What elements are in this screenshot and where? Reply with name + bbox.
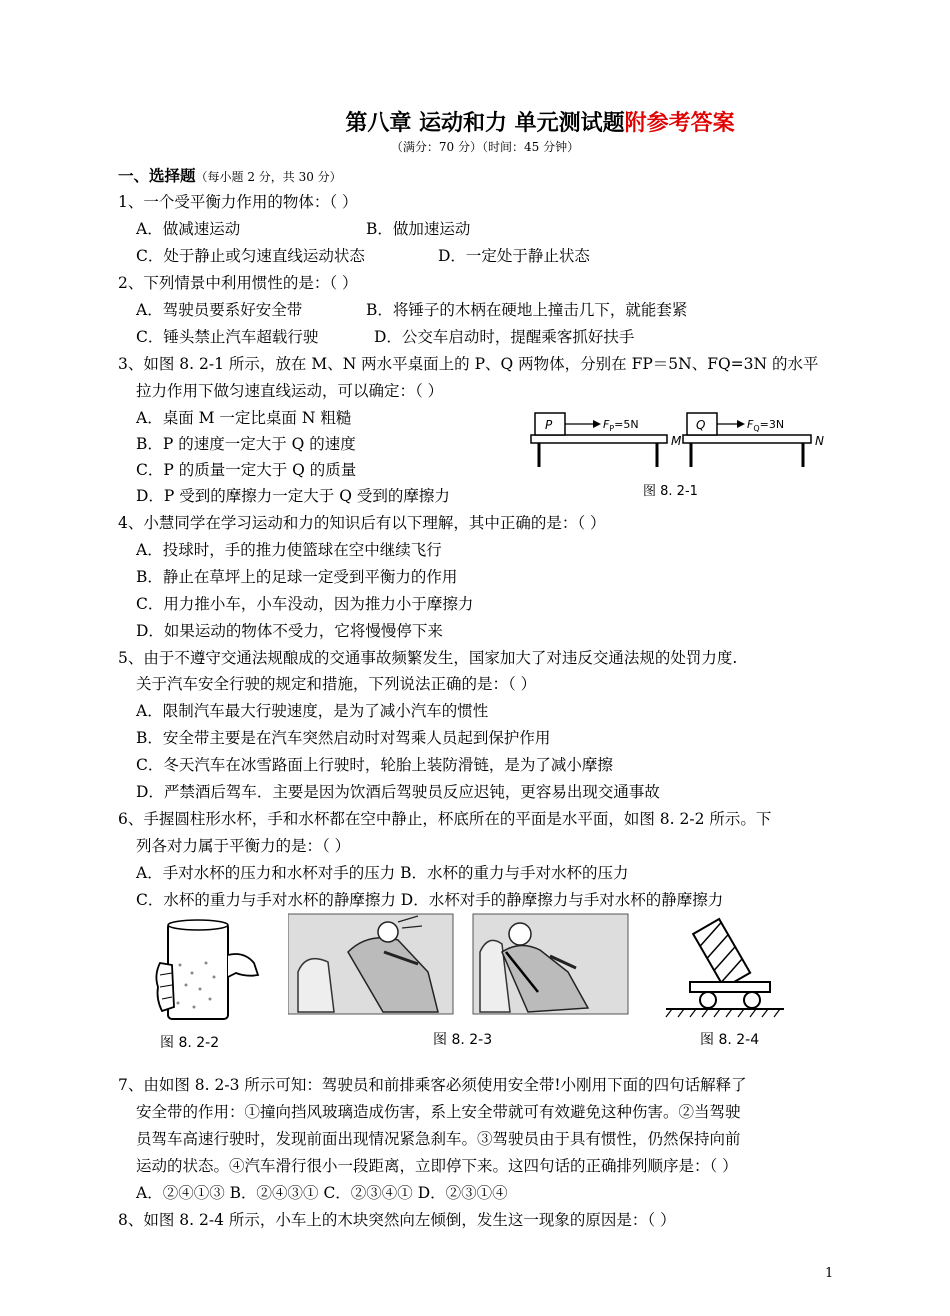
q7-line2: 安全带的作用：①撞向挡风玻璃造成伤害，系上安全带就可有效避免这种伤害。②当驾驶 (136, 1103, 741, 1121)
section-note: （每小题 2 分，共 30 分） (195, 170, 342, 184)
q7-options: A．②④①③ B．②④③① C．②③④① D．②③①④ (136, 1184, 508, 1202)
figure-8-2-1 (525, 405, 835, 500)
q1-stem: 1、一个受平衡力作用的物体：（ ） (118, 193, 358, 211)
label-m: M (671, 434, 682, 448)
table-n-top (683, 435, 811, 443)
figure-8-2-2 (150, 915, 265, 1053)
label-p: P (545, 418, 553, 432)
q1-option-d: D．一定处于静止状态 (438, 247, 590, 265)
q1-option-c: C．处于静止或匀速直线运动状态 (136, 247, 365, 265)
q5-option-b: B．安全带主要是在汽车突然启动时对驾乘人员起到保护作用 (136, 729, 551, 747)
hand-thumb (228, 954, 258, 977)
score-time-info: （满分：70 分）（时间：45 分钟） (390, 140, 580, 154)
table-m-top (531, 435, 667, 443)
driver-head-left (378, 922, 398, 942)
q4-option-b: B．静止在草坪上的足球一定受到平衡力的作用 (136, 568, 458, 586)
q2-option-d: D．公交车启动时，提醒乘客抓好扶手 (374, 328, 635, 346)
q6-stem-line1: 6、手握圆柱形水杯，手和水杯都在空中静止，杯底所在的平面是水平面，如图 8. 2-2 所示。下 (118, 810, 772, 828)
q4-option-a: A．投球时，手的推力使篮球在空中继续飞行 (136, 541, 442, 559)
driver-head-right (509, 923, 531, 945)
force-label-q: $F_Q=3N$ (747, 418, 785, 433)
q2-option-a: A．驾驶员要系好安全带 (136, 301, 303, 319)
page-title (0, 106, 950, 137)
q3-stem-line1: 3、如图 8. 2-1 所示，放在 M、N 两水平桌面上的 P、Q 两物体，分别在 FP＝5N、FQ=3N 的水平 (118, 355, 819, 373)
q5-option-a: A．限制汽车最大行驶速度，是为了减小汽车的惯性 (136, 702, 489, 720)
q6-stem-line2: 列各对力属于平衡力的是：（ ） (136, 837, 351, 855)
q5-option-c: C．冬天汽车在冰雪路面上行驶时，轮胎上装防滑链，是为了减小摩擦 (136, 756, 613, 774)
section-title: 一、选择题 (118, 167, 196, 185)
q3-option-a: A．桌面 M 一定比桌面 N 粗糙 (136, 409, 352, 427)
force-arrow-q-head (737, 420, 745, 428)
q2-option-b: B．将锤子的木柄在硬地上撞击几下，就能套紧 (366, 301, 688, 319)
q4-option-c: C．用力推小车，小车没动，因为推力小于摩擦力 (136, 595, 474, 613)
title-answer-note: 附参考答案 (624, 111, 735, 136)
label-n: N (815, 434, 824, 448)
title-main: 第八章 运动和力 单元测试题 (345, 111, 625, 136)
cart-wheel-right (744, 992, 760, 1008)
q6-options-ab: A．手对水杯的压力和水杯对手的压力 B．水杯的重力与手对水杯的压力 (136, 864, 629, 882)
q1-option-b: B．做加速运动 (366, 220, 471, 238)
hand-fingers (156, 963, 174, 1011)
car-seat-left (298, 959, 334, 1012)
cart-body (690, 982, 770, 992)
figure-8-2-4 (660, 912, 790, 1054)
q8-stem: 8、如图 8. 2-4 所示，小车上的木块突然向左倾倒，发生这一现象的原因是：（ ） (118, 1211, 676, 1229)
page-number: 1 (825, 1266, 834, 1281)
q3-stem-line2: 拉力作用下做匀速直线运动，可以确定：（ ） (136, 382, 444, 400)
q7-line4: 运动的状态。④汽车滑行很小一段距离，立即停下来。这四句话的正确排列顺序是：（ ） (136, 1157, 738, 1175)
fig-caption-8-2-2: 图 8. 2-2 (160, 1035, 220, 1051)
ground-hatching (666, 1009, 780, 1017)
q5-stem-line2: 关于汽车安全行驶的规定和措施，下列说法正确的是：（ ） (136, 675, 537, 693)
force-label-p: $F_P=5N$ (603, 418, 639, 433)
q1-option-a: A．做减速运动 (136, 220, 241, 238)
label-q: Q (696, 418, 706, 432)
q2-option-c: C．锤头禁止汽车超载行驶 (136, 328, 319, 346)
figure-8-2-3 (288, 912, 633, 1054)
fig-caption-8-2-4: 图 8. 2-4 (700, 1032, 760, 1048)
q7-line3: 员驾车高速行驶时，发现前面出现情况紧急刹车。③驾驶员由于具有惯性，仍然保持向前 (136, 1130, 741, 1148)
q3-option-d: D．P 受到的摩擦力一定大于 Q 受到的摩擦力 (136, 487, 450, 505)
section-heading (118, 166, 342, 187)
tipping-wood-block (693, 919, 750, 988)
q4-stem: 4、小慧同学在学习运动和力的知识后有以下理解，其中正确的是：（ ） (118, 514, 606, 532)
water-cup (168, 923, 228, 1019)
q2-stem: 2、下列情景中利用惯性的是：（ ） (118, 274, 358, 292)
cart-wheel-left (700, 992, 716, 1008)
q3-option-b: B．P 的速度一定大于 Q 的速度 (136, 435, 356, 453)
cup-rim (168, 920, 228, 930)
q4-option-d: D．如果运动的物体不受力，它将慢慢停下来 (136, 622, 443, 640)
q6-options-cd: C．水杯的重力与手对水杯的静摩擦力 D．水杯对手的静摩擦力与手对水杯的静摩擦力 (136, 891, 724, 909)
force-arrow-p-head (593, 420, 601, 428)
q5-option-d: D．严禁酒后驾车．主要是因为饮酒后驾驶员反应迟钝，更容易出现交通事故 (136, 783, 660, 801)
fig-caption-8-2-3: 图 8. 2-3 (433, 1032, 493, 1048)
q7-line1: 7、由如图 8. 2-3 所示可知：驾驶员和前排乘客必须使用安全带!小刚用下面的四句话解释了 (118, 1076, 747, 1094)
q5-stem-line1: 5、由于不遵守交通法规酿成的交通事故频繁发生，国家加大了对违反交通法规的处罚力度. (118, 649, 738, 667)
fig-caption-8-2-1: 图 8. 2-1 (643, 484, 698, 499)
q3-option-c: C．P 的质量一定大于 Q 的质量 (136, 461, 357, 479)
